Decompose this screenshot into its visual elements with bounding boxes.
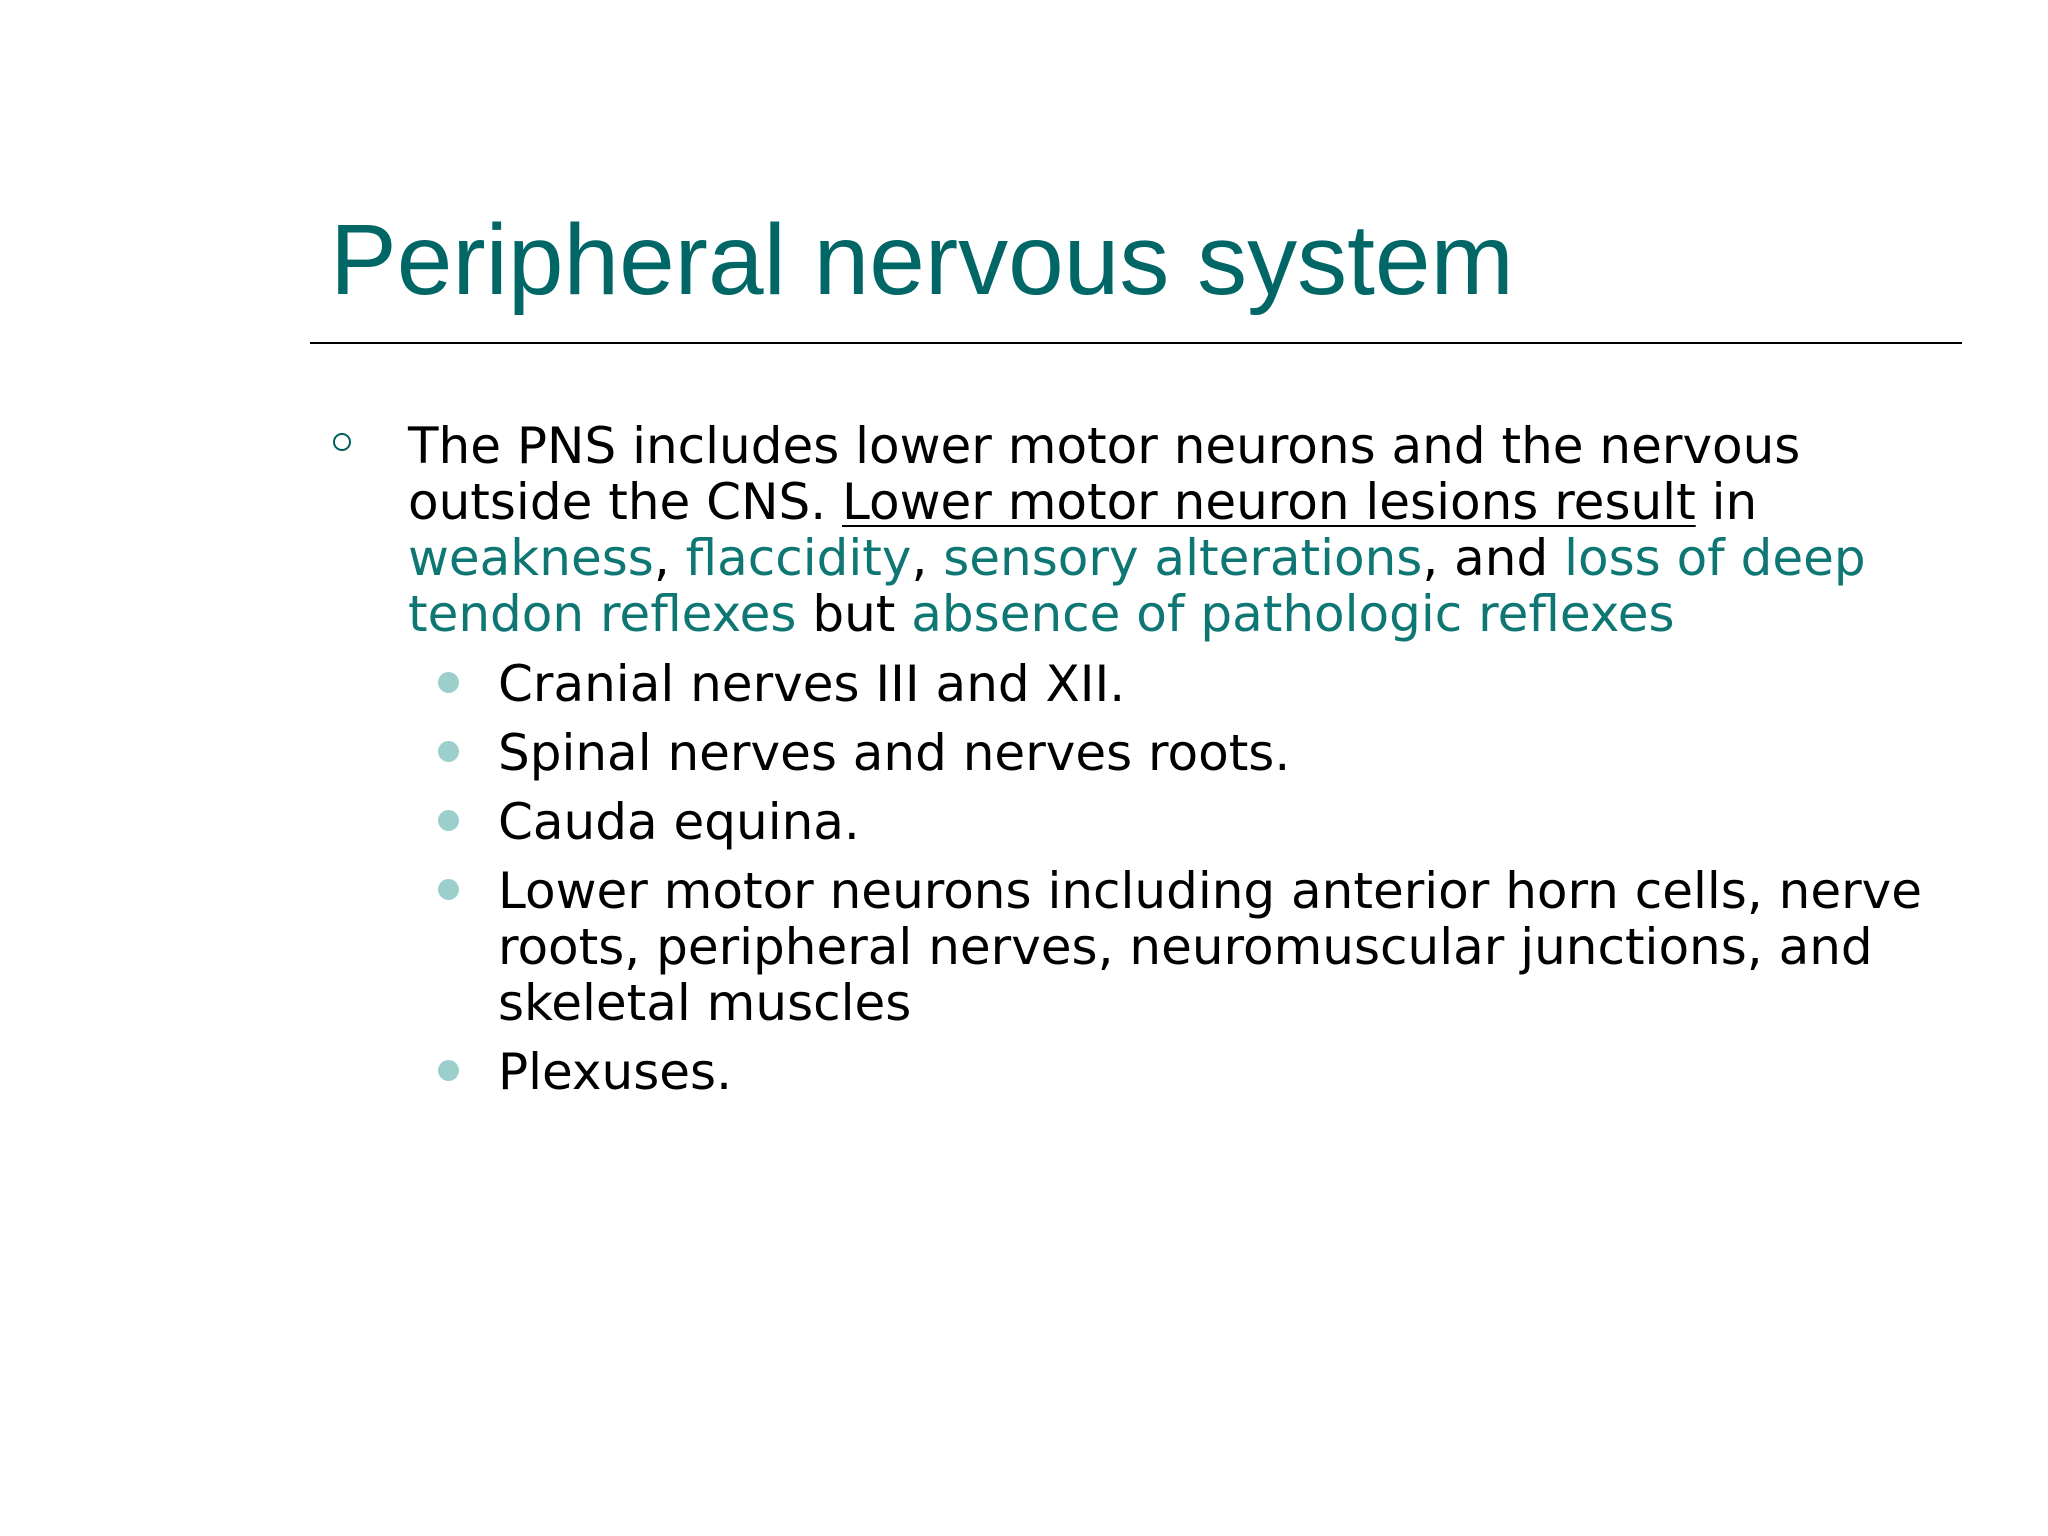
hollow-circle-icon — [333, 433, 351, 451]
filled-dot-icon — [438, 741, 459, 762]
term-absence-of-pathologic-reflexes: absence of pathologic reflexes — [911, 585, 1675, 643]
separator: , — [653, 529, 686, 587]
filled-dot-icon — [438, 1060, 459, 1081]
slide-title: Peripheral nervous system — [330, 204, 1514, 316]
filled-dot-icon — [438, 672, 459, 693]
title-divider — [310, 342, 1962, 344]
main-point — [408, 418, 1978, 642]
separator: , — [911, 529, 944, 587]
main-point-underlined: Lower motor neuron lesions result — [842, 473, 1696, 531]
list-item — [0, 863, 1958, 1031]
list-item — [0, 1044, 1958, 1100]
main-point-connector: in — [1695, 473, 1758, 531]
separator: , and — [1422, 529, 1565, 587]
sub-point-text: Lower motor neurons including anterior horn cells, nerve roots, peripheral nerves, neuromuscular junctions, and skeletal muscles — [498, 862, 1922, 1032]
sub-point-text: Spinal nerves and nerves roots. — [498, 724, 1291, 782]
separator: but — [796, 585, 912, 643]
sub-point-text: Plexuses. — [498, 1043, 732, 1101]
term-loss-of-reflexes: loss of deep tendon reflexes — [408, 529, 1866, 643]
sub-point-text: Cauda equina. — [498, 793, 860, 851]
term-flaccidity: flaccidity — [685, 529, 912, 587]
list-item — [0, 725, 1958, 781]
filled-dot-icon — [438, 810, 459, 831]
sub-point-list — [0, 656, 2048, 1113]
list-item — [0, 656, 1958, 712]
main-point-intro: The PNS includes lower motor neurons and the nervous outside the CNS. — [408, 417, 1801, 531]
filled-dot-icon — [438, 879, 459, 900]
term-weakness: weakness — [408, 529, 654, 587]
sub-point-text: Cranial nerves III and XII. — [498, 655, 1126, 713]
term-sensory-alterations: sensory alterations — [943, 529, 1423, 587]
list-item — [0, 794, 1958, 850]
